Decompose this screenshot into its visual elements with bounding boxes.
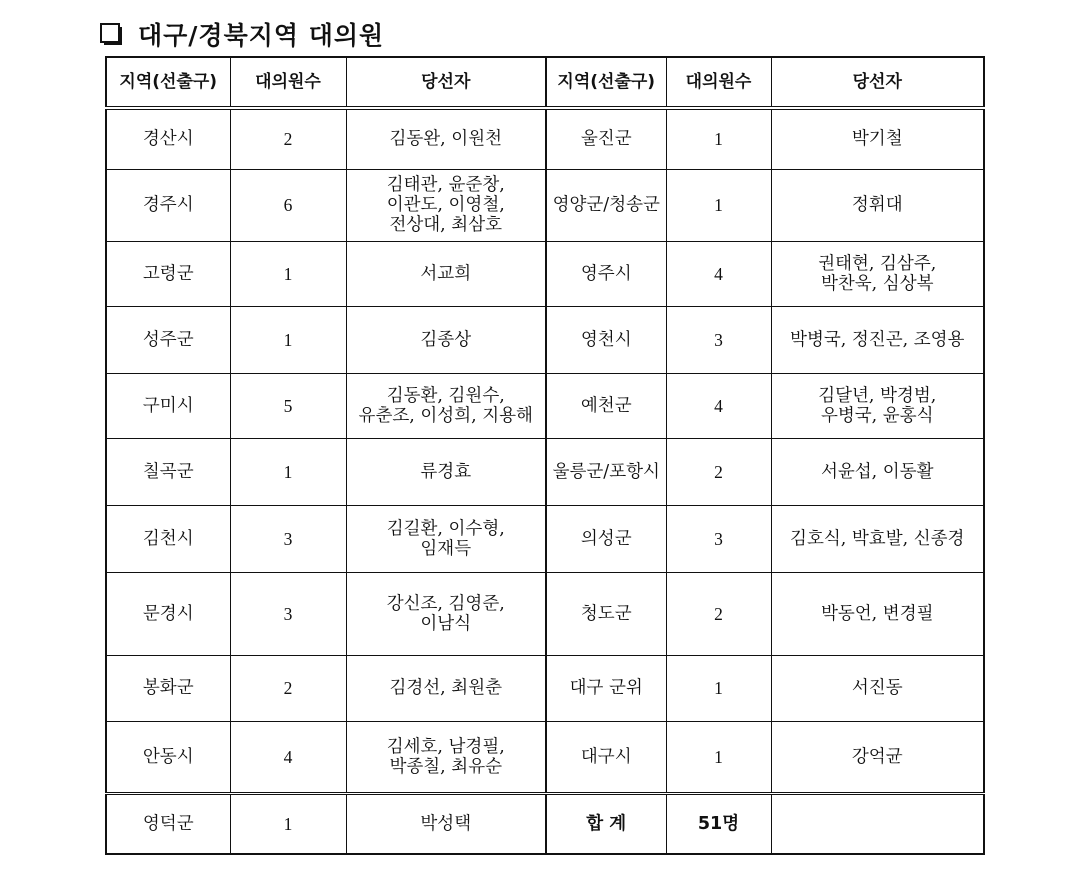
winner-line: 류경효 [420,461,472,482]
winner-line: 우병국, 윤홍식 [820,405,934,426]
winner-line: 서교희 [420,263,472,284]
section-title [100,16,384,52]
winner-line: 강신조, 김영준, [386,593,505,614]
header-count-left: 대의원수 [230,57,346,108]
delegates-table [105,56,985,855]
table-row [106,373,984,438]
winners-cell [771,373,984,438]
count-cell: 6 [230,169,346,241]
count-cell: 1 [230,306,346,373]
winners-cell [771,721,984,793]
count-cell: 3 [230,572,346,655]
count-cell: 4 [230,721,346,793]
table-row [106,655,984,721]
header-region-right: 지역(선출구) [546,57,666,108]
winner-line: 박종칠, 최유순 [389,756,503,777]
table-row [106,306,984,373]
table-row [106,241,984,306]
winners-cell [771,108,984,169]
region-cell: 구미시 [106,373,230,438]
winner-line: 유춘조, 이성희, 지용해 [358,405,533,426]
winners-cell [771,306,984,373]
winner-line: 김종상 [420,329,472,350]
region-cell: 김천시 [106,505,230,572]
winners-cell [346,241,546,306]
region-cell: 성주군 [106,306,230,373]
table-row [106,721,984,793]
count-cell: 1 [666,655,771,721]
winner-line: 이남식 [420,613,472,634]
region-cell: 영주시 [546,241,666,306]
table-row-total [106,793,984,854]
table-row [106,505,984,572]
winners-cell [771,241,984,306]
winner-line: 서진동 [851,678,903,698]
winner-line: 박병국, 정진곤, 조영용 [790,329,965,350]
checkbox-square-icon [100,23,124,47]
winner-line: 김세호, 남경필, [386,736,505,757]
region-cell: 고령군 [106,241,230,306]
region-cell: 청도군 [546,572,666,655]
winners-cell [346,572,546,655]
region-cell: 의성군 [546,505,666,572]
count-cell: 4 [666,373,771,438]
count-cell: 3 [666,306,771,373]
winners-cell [771,572,984,655]
table-row [106,572,984,655]
count-cell: 4 [666,241,771,306]
winners-cell [771,169,984,241]
header-row [106,57,984,108]
winners-cell [346,721,546,793]
winners-cell: 박성택 [346,793,546,854]
region-cell: 예천군 [546,373,666,438]
region-cell: 안동시 [106,721,230,793]
winners-cell [346,108,546,169]
winners-cell [346,306,546,373]
count-cell: 2 [230,655,346,721]
winner-line: 이관도, 이영철, [386,195,505,215]
region-cell: 문경시 [106,572,230,655]
region-cell: 경주시 [106,169,230,241]
header-count-right: 대의원수 [666,57,771,108]
winners-cell [346,438,546,505]
winner-line: 서윤섭, 이동활 [820,461,934,482]
count-cell: 1 [230,241,346,306]
region-cell: 경산시 [106,108,230,169]
table-row [106,108,984,169]
winner-line: 강억균 [851,746,903,767]
winners-cell [346,655,546,721]
region-cell: 대구시 [546,721,666,793]
empty-cell [771,793,984,854]
winner-line: 전상대, 최삼호 [389,215,503,235]
winner-line: 김태관, 윤준창, [386,175,505,195]
winner-line: 박찬욱, 심상복 [820,273,934,294]
region-cell: 봉화군 [106,655,230,721]
winner-line: 김동완, 이원천 [389,129,503,150]
winner-line: 박동언, 변경필 [820,603,934,624]
count-cell: 1 [666,169,771,241]
region-cell: 울진군 [546,108,666,169]
table-row [106,438,984,505]
winner-line: 김동환, 김원수, [386,385,505,406]
count-cell: 3 [666,505,771,572]
count-cell: 2 [666,572,771,655]
winner-line: 김달년, 박경범, [818,385,937,406]
total-value: 51명 [666,793,771,854]
region-cell: 대구 군위 [546,655,666,721]
winner-line: 김길환, 이수형, [386,518,505,539]
region-cell: 영양군/청송군 [546,169,666,241]
winners-cell [346,505,546,572]
header-winners-left: 당선자 [346,57,546,108]
count-cell: 5 [230,373,346,438]
winner-line: 박기철 [851,129,903,150]
count-cell: 3 [230,505,346,572]
winners-cell [346,169,546,241]
winner-line: 김호식, 박효발, 신종경 [790,528,965,549]
winner-line: 임재득 [420,538,472,559]
region-cell: 칠곡군 [106,438,230,505]
table-row [106,169,984,241]
winner-line: 권태현, 김삼주, [818,253,937,274]
count-cell: 2 [230,108,346,169]
winner-line: 정휘대 [851,195,903,215]
region-cell: 영덕군 [106,793,230,854]
winners-cell [346,373,546,438]
total-label: 합 계 [546,793,666,854]
title-text: 대구/경북지역 대의원 [138,21,385,50]
winners-cell [771,505,984,572]
count-cell: 1 [666,108,771,169]
count-cell: 2 [666,438,771,505]
header-winners-right: 당선자 [771,57,984,108]
winners-cell [771,438,984,505]
winners-cell [771,655,984,721]
region-cell: 울릉군/포항시 [546,438,666,505]
count-cell: 1 [230,793,346,854]
count-cell: 1 [230,438,346,505]
region-cell: 영천시 [546,306,666,373]
count-cell: 1 [666,721,771,793]
winner-line: 김경선, 최원춘 [389,678,503,698]
header-region-left: 지역(선출구) [106,57,230,108]
